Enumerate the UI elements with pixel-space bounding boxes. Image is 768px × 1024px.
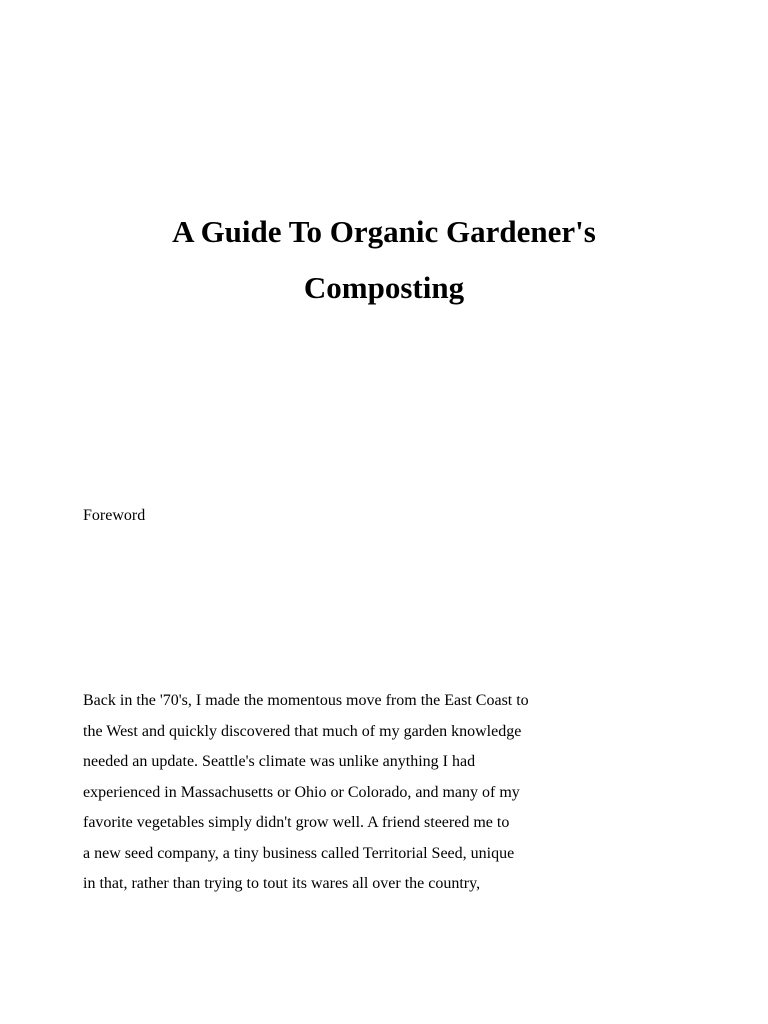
title-line-1: A Guide To Organic Gardener's (172, 214, 596, 249)
paragraph-line: a new seed company, a tiny business called Territorial Seed, unique (83, 844, 515, 862)
paragraph-line: needed an update. Seattle's climate was unlike anything I had (83, 753, 476, 770)
paragraph-line: Back in the '70's, I made the momentous move from the East Coast to (83, 692, 529, 709)
foreword-paragraph (83, 686, 703, 900)
paragraph-line: experienced in Massachusetts or Ohio or Colorado, and many of my (83, 783, 520, 801)
paragraph-line: the West and quickly discovered that much of my garden knowledge (83, 722, 522, 740)
paragraph-line: in that, rather than trying to tout its wares all over the country, (83, 875, 481, 892)
paragraph-line: favorite vegetables simply didn't grow well. A friend steered me to (83, 814, 510, 831)
title-line-2: Composting (303, 270, 465, 305)
foreword-heading: Foreword (83, 507, 146, 524)
